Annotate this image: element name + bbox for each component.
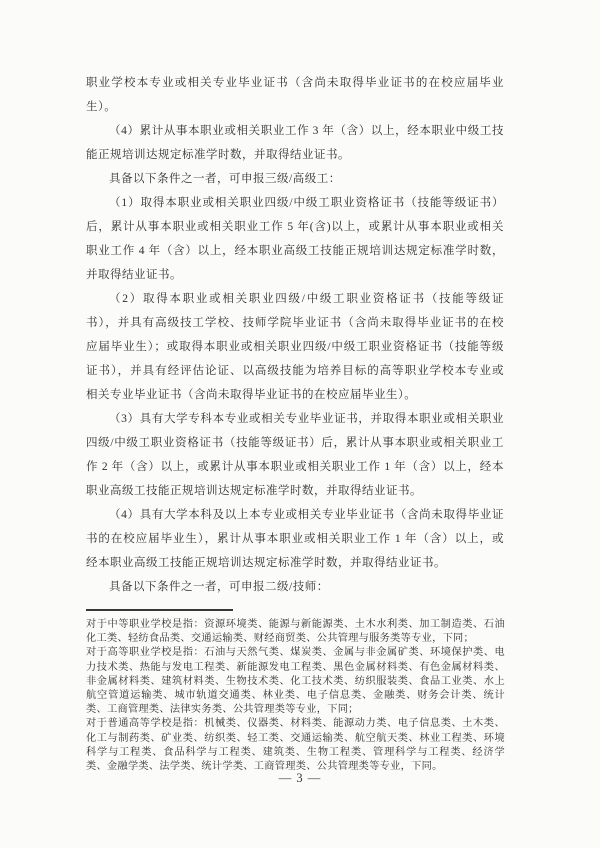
footnote-line: 对于高等职业学校是指：石油与天然气类、煤炭类、金属与非金属矿类、环境保护类、电 [86,647,505,659]
footnote-line: 科学与工程类、食品科学与工程类、建筑类、生物工程类、管理科学与工程类、经济学 [86,746,505,758]
text-line: 生）。 [86,101,117,113]
footnote-line: 非金属材料类、建筑材料类、生物技术类、化工技术类、纺织服装类、食品工业类、水上 [86,675,505,687]
footnote-line: 力技术类、热能与发电工程类、新能源发电工程类、黑色金属材料类、有色金属材料类、 [86,661,505,673]
text-line: 经本职业高级工技能正规培训达规定标准学时数，并取得结业证书。 [86,557,446,569]
text-line: （1）取得本职业或相关职业四级/中级工职业资格证书（技能等级证书） [109,197,504,209]
text-line: 具备以下条件之一者，可申报三级/高级工： [109,173,341,185]
text-line: 相关专业毕业证书（含尚未取得毕业证书的在校应届毕业生）。 [86,389,417,401]
text-line: （2）取得本职业或相关职业四级/中级工职业资格证书（技能等级证 [109,293,504,305]
text-line: （4）具有大学本科及以上本专业或相关专业毕业证书（含尚未取得毕业证 [109,509,504,521]
footnote-line: 航空管道运输类、城市轨道交通类、林业类、电子信息类、金融类、财务会计类、统计 [86,689,505,701]
text-line: 并取得结业证书。 [86,269,182,281]
text-line: 具备以下条件之一者，可申报二级/技师： [109,581,329,593]
footnote-line: 对于普通高等学校是指：机械类、仪器类、材料类、能源动力类、电子信息类、土木类、 [86,718,505,730]
text-line: （4）累计从事本职业或相关职业工作 3 年（含）以上，经本职业中级工技 [109,125,504,137]
text-line: 书），并具有高级技工学校、技师学院毕业证书（含尚未取得毕业证书的在校 [86,317,504,329]
page-number: — 3 — [278,771,322,785]
text-line: 后，累计从事本职业或相关职业工作 5 年(含)以上，或累计从事本职业或相关 [86,221,504,233]
footnote-separator [86,609,233,611]
text-line: 四级/中级工职业资格证书（技能等级证书）后，累计从事本职业或相关职业工 [86,437,504,449]
footnote-line: 类、金融学类、法学类、统计学类、工商管理类、公共管理类等专业，下同。 [86,760,443,772]
text-line: 职业高级工技能正规培训达规定标准学时数，并取得结业证书。 [86,485,422,497]
text-line: 职业工作 4 年（含）以上，经本职业高级工技能正规培训达规定标准学时数， [86,245,504,257]
text-line: 职业学校本专业或相关专业毕业证书（含尚未取得毕业证书的在校应届毕业 [86,77,504,89]
text-line: 证书），并具有经评估论证、以高级技能为培养目标的高等职业学校本专业或 [86,365,504,377]
text-line: 作 2 年（含）以上，或累计从事本职业或相关职业工作 1 年（含）以上，经本 [86,461,504,473]
footnote-line: 类、工商管理类、法律实务类、公共管理类等专业，下同； [86,704,359,716]
main-text-block [86,71,504,599]
text-line: 应届毕业生）；或取得本职业或相关职业四级/中级工职业资格证书（技能等级 [86,341,504,353]
footnote-line: 对于中等职业学校是指：资源环境类、能源与新能源类、土木水利类、加工制造类、石油 [86,619,505,630]
footnote-line: 化工与制药类、矿业类、纺织类、轻工类、交通运输类、航空航天类、林业工程类、环境 [86,732,505,744]
text-line: 书的在校应届毕业生），累计从事本职业或相关职业工作 1 年（含）以上，或 [86,533,504,545]
footnote-line: 化工类、轻纺食品类、交通运输类、财经商贸类、公共管理与服务类等专业，下同； [86,633,475,645]
footnote-block [86,618,505,774]
text-line: （3）具有大学专科本专业或相关专业毕业证书，并取得本职业或相关职业 [109,413,504,425]
text-line: 能正规培训达规定标准学时数，并取得结业证书。 [86,149,350,161]
